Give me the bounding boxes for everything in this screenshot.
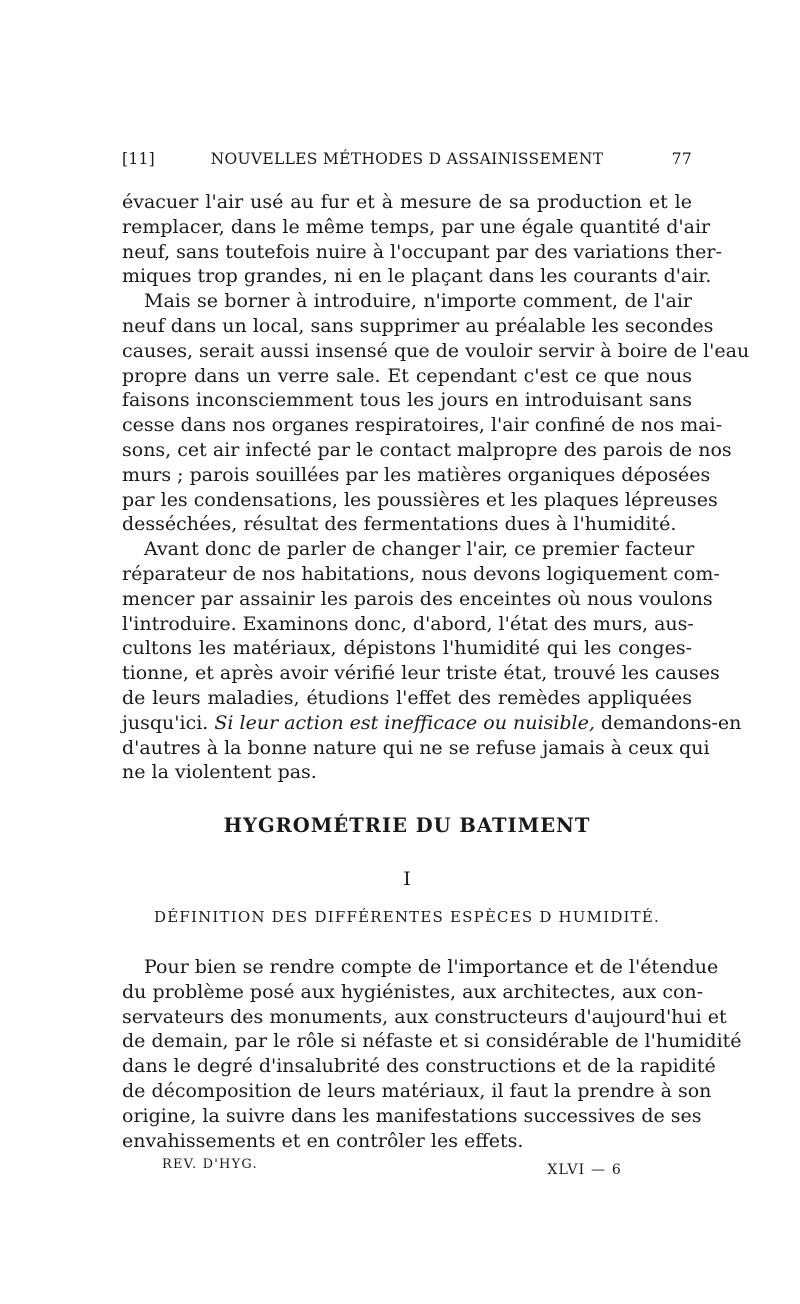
text-line: tionne, et après avoir vérifié leur triste état, trouvé les causes bbox=[122, 662, 720, 685]
text-segment: demandons-en bbox=[600, 711, 742, 734]
text-line: de leurs maladies, étudions l'effet des remèdes appliquées bbox=[122, 686, 692, 709]
text-line: cultons les matériaux, dépistons l'humidité qui les conges- bbox=[122, 637, 692, 660]
text-line: neuf dans un local, sans supprimer au préalable les secondes bbox=[122, 314, 714, 337]
text-line: propre dans un verre sale. Et cependant c'est ce que nous bbox=[122, 364, 692, 387]
text-line: murs ; parois souillées par les matières organiques déposées bbox=[122, 463, 711, 486]
text-line: origine, la suivre dans les manifestations successives de ses bbox=[122, 1104, 702, 1127]
text-line: de demain, par le rôle si néfaste et si considérable de l'humidité bbox=[122, 1030, 742, 1053]
text-line: Avant donc de parler de changer l'air, ce premier facteur bbox=[144, 538, 695, 561]
text-line: par les condensations, les poussières et les plaques lépreuses bbox=[122, 488, 718, 511]
text-segment: jusqu'ici. bbox=[122, 711, 209, 734]
text-line: faisons inconsciemment tous les jours en introduisant sans bbox=[122, 389, 692, 412]
text-line: Mais se borner à introduire, n'importe comment, de l'air bbox=[144, 290, 692, 313]
text-line: sons, cet air infecté par le contact malpropre des parois de nos bbox=[122, 438, 732, 461]
page-footer bbox=[122, 1157, 692, 1177]
text-line: de décomposition de leurs matériaux, il faut la prendre à son bbox=[122, 1079, 712, 1102]
running-title: NOUVELLES MÉTHODES D ASSAINISSEMENT bbox=[210, 150, 604, 168]
text-line: d'autres à la bonne nature qui ne se refuse jamais à ceux qui bbox=[122, 736, 710, 759]
text-line: réparateur de nos habitations, nous devons logiquement com- bbox=[122, 562, 720, 585]
body-text bbox=[122, 190, 750, 785]
text-line: cesse dans nos organes respiratoires, l'air confiné de nos mai- bbox=[122, 414, 723, 437]
page-marker: [11] bbox=[122, 150, 156, 168]
text-line-mixed bbox=[122, 711, 742, 736]
text-line: mencer par assainir les parois des enceintes où nous voulons bbox=[122, 587, 713, 610]
text-line: ne la violentent pas. bbox=[122, 761, 317, 784]
text-line: servateurs des monuments, aux constructeurs d'aujourd'hui et bbox=[122, 1005, 727, 1028]
text-line: l'introduire. Examinons donc, d'abord, l'état des murs, aus- bbox=[122, 612, 694, 635]
text-line: évacuer l'air usé au fur et à mesure de sa production et le bbox=[122, 191, 692, 213]
signature-mark: XLVI — 6 bbox=[547, 1162, 622, 1178]
text-line: causes, serait aussi insensé que de vouloir servir à boire de l'eau bbox=[122, 339, 750, 362]
text-line: dans le degré d'insalubrité des constructions et de la rapidité bbox=[122, 1055, 716, 1078]
text-line: neuf, sans toutefois nuire à l'occupant par des variations ther- bbox=[122, 240, 722, 263]
second-paragraph bbox=[122, 955, 742, 1153]
running-head bbox=[122, 150, 692, 172]
italic-phrase: Si leur action est inefficace ou nuisible, bbox=[214, 711, 595, 734]
text-line: remplacer, dans le même temps, par une égale quantité d'air bbox=[122, 215, 711, 238]
section-title: HYGROMÉTRIE DU BATIMENT bbox=[223, 814, 591, 837]
text-line: miques trop grandes, ni en le plaçant dans les courants d'air. bbox=[122, 265, 712, 288]
text-line: Pour bien se rendre compte de l'importance et de l'étendue bbox=[144, 956, 719, 978]
section-number: I bbox=[403, 868, 411, 890]
section-subtitle: DÉFINITION DES DIFFÉRENTES ESPÈCES D HUMIDITÉ. bbox=[154, 908, 660, 926]
text-line: desséchées, résultat des fermentations dues à l'humidité. bbox=[122, 513, 677, 536]
journal-abbrev: REV. D'HYG. bbox=[162, 1157, 258, 1172]
text-line: du problème posé aux hygiénistes, aux architectes, aux con- bbox=[122, 980, 704, 1003]
text-line: envahissements et en contrôler les effets. bbox=[122, 1129, 524, 1152]
page-number: 77 bbox=[671, 150, 692, 168]
